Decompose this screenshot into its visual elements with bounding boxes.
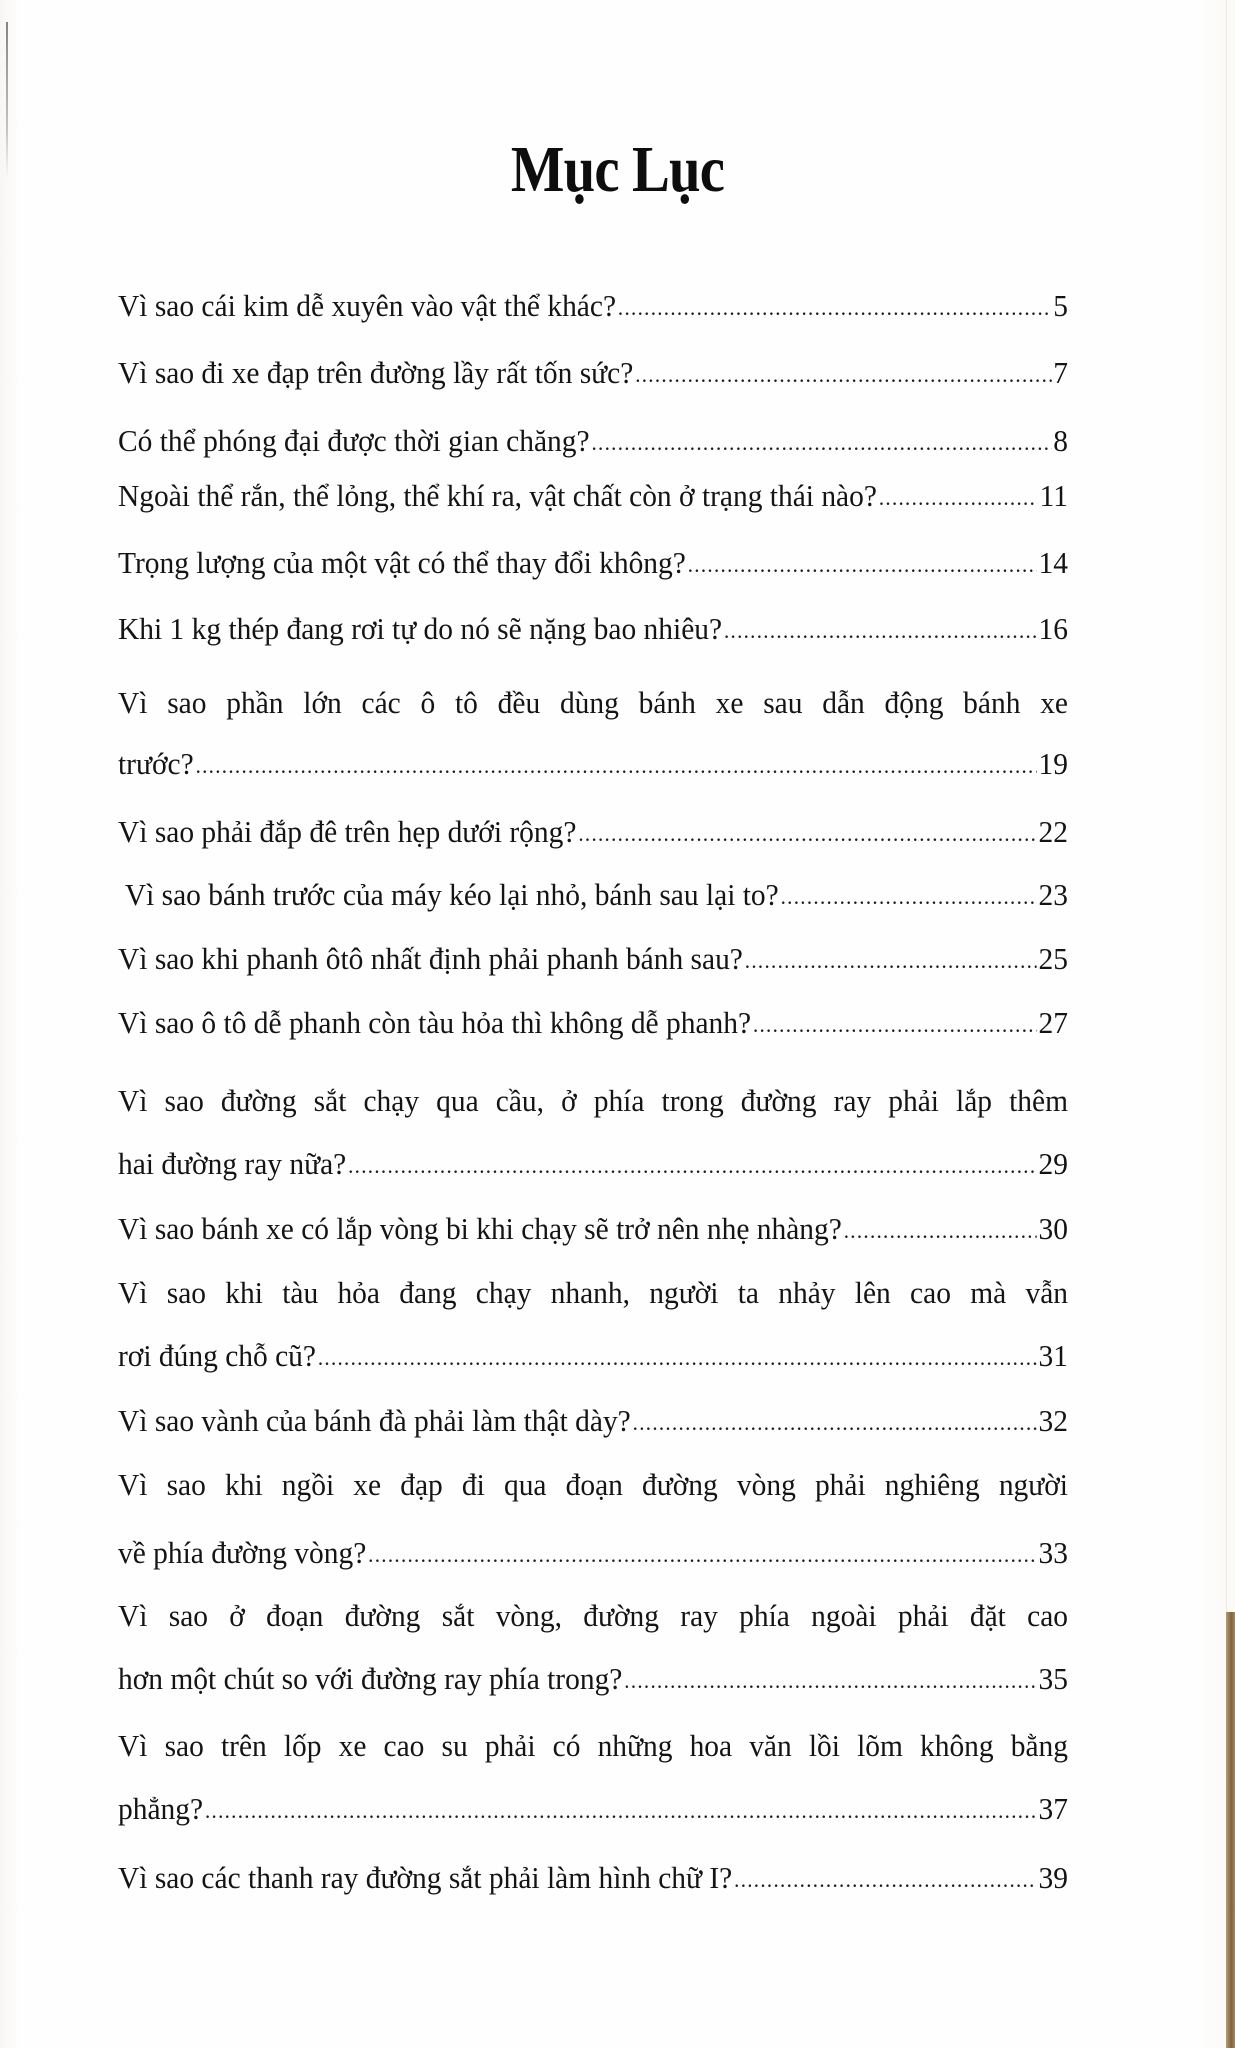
dot-leader	[745, 939, 1037, 983]
toc-entry-title-continued: hơn một chút so với đường ray phía trong?	[118, 1661, 623, 1696]
toc-page-number: 14	[1038, 545, 1068, 580]
dot-leader	[618, 286, 1051, 330]
dot-leader	[368, 1533, 1036, 1577]
toc-entry-line-2[interactable]	[118, 1787, 1068, 1831]
toc-entry-title: Vì sao vành của bánh đà phải làm thật dày?	[118, 1403, 631, 1438]
toc-page-number: 11	[1039, 478, 1068, 513]
toc-page-number: 23	[1038, 877, 1068, 912]
toc-entry-title-continued: phẳng?	[118, 1791, 204, 1826]
toc-entry-title: Vì sao đường sắt chạy qua cầu, ở phía trong đường ray phải lắp thêm	[118, 1083, 1068, 1118]
toc-entry-line-1[interactable]	[118, 1079, 1068, 1123]
toc-entry[interactable]	[118, 351, 1068, 395]
toc-entry-title: Vì sao ở đoạn đường sắt vòng, đường ray phía ngoài phải đặt cao	[118, 1598, 1068, 1633]
toc-entry-line-2[interactable]	[118, 1657, 1068, 1701]
dot-leader	[635, 353, 1051, 397]
toc-entry-title: Vì sao đi xe đạp trên đường lầy rất tốn sức?	[118, 355, 634, 390]
book-spine-edge	[1226, 1612, 1235, 2048]
toc-entry-line-2[interactable]	[118, 1142, 1068, 1186]
toc-entry-title: Trọng lượng của một vật có thể thay đổi không?	[118, 545, 686, 580]
dot-leader	[844, 1209, 1037, 1253]
toc-entry-line-2[interactable]	[118, 1531, 1068, 1575]
toc-page-number: 5	[1053, 288, 1068, 323]
dot-leader	[318, 1336, 1037, 1380]
dot-leader	[781, 875, 1037, 919]
toc-page-number: 29	[1038, 1146, 1068, 1181]
dot-leader	[688, 543, 1037, 587]
toc-entry-line-2[interactable]	[118, 1334, 1068, 1378]
toc-page-number: 30	[1038, 1211, 1068, 1246]
toc-entry-line-1[interactable]	[118, 1724, 1068, 1768]
dot-leader	[879, 476, 1038, 520]
toc-entry[interactable]	[118, 937, 1068, 981]
toc-entry-title: Vì sao ô tô dễ phanh còn tàu hỏa thì không dễ phanh?	[118, 1005, 752, 1040]
toc-entry[interactable]	[118, 1001, 1068, 1045]
toc-entry-title: Vì sao bánh xe có lắp vòng bi khi chạy sẽ trở nên nhẹ nhàng?	[118, 1211, 842, 1246]
toc-page-number: 39	[1038, 1860, 1068, 1895]
dot-leader	[591, 421, 1051, 465]
toc-page-number: 22	[1038, 814, 1068, 849]
toc-page-number: 35	[1038, 1661, 1068, 1696]
toc-entry[interactable]	[118, 1856, 1068, 1900]
dot-leader	[633, 1401, 1037, 1445]
toc-entry-line-1[interactable]	[118, 1271, 1068, 1315]
toc-page-number: 37	[1038, 1791, 1068, 1826]
dot-leader	[734, 1858, 1037, 1902]
toc-page-number: 27	[1038, 1005, 1068, 1040]
toc-entry-line-1[interactable]	[118, 1463, 1068, 1507]
toc-page-number: 32	[1038, 1403, 1068, 1438]
dot-leader	[205, 1789, 1037, 1833]
toc-entry[interactable]	[118, 541, 1068, 585]
toc-entry-line-1[interactable]	[118, 1594, 1068, 1638]
toc-entry-title-continued: hai đường ray nữa?	[118, 1146, 347, 1181]
toc-entry-title-continued: về phía đường vòng?	[118, 1535, 367, 1570]
toc-entry-title: Vì sao bánh trước của máy kéo lại nhỏ, bánh sau lại to?	[118, 877, 779, 912]
dot-leader	[578, 812, 1036, 856]
toc-entry[interactable]	[118, 873, 1068, 917]
dot-leader	[348, 1144, 1037, 1188]
toc-entry[interactable]	[118, 474, 1068, 518]
toc-entry[interactable]	[118, 1207, 1068, 1251]
toc-entry-title: Vì sao phải đắp đê trên hẹp dưới rộng?	[118, 814, 577, 849]
page-title: Mục Lục	[510, 133, 725, 206]
toc-page-number: 16	[1038, 611, 1068, 646]
dot-leader	[196, 744, 1037, 788]
toc-entry-title: Vì sao trên lốp xe cao su phải có những hoa văn lồi lõm không bằng	[118, 1728, 1068, 1763]
toc-entry[interactable]	[118, 284, 1068, 328]
toc-entry-title: Có thể phóng đại được thời gian chăng?	[118, 423, 590, 458]
toc-entry[interactable]	[118, 1399, 1068, 1443]
toc-page-number: 8	[1053, 423, 1068, 458]
dot-leader	[624, 1659, 1036, 1703]
toc-entry-title: Vì sao khi ngồi xe đạp đi qua đoạn đường vòng phải nghiêng người	[118, 1467, 1068, 1502]
toc-entry-title: Vì sao các thanh ray đường sắt phải làm hình chữ I?	[118, 1860, 733, 1895]
toc-entry-title: Khi 1 kg thép đang rơi tự do nó sẽ nặng bao nhiêu?	[118, 611, 723, 646]
toc-entry-title-continued: trước?	[118, 746, 194, 781]
toc-entry-title: Vì sao phần lớn các ô tô đều dùng bánh xe sau dẫn động bánh xe	[118, 685, 1068, 720]
toc-entry[interactable]	[118, 607, 1068, 651]
toc-page-number: 25	[1038, 941, 1068, 976]
page-right-edge	[1226, 0, 1227, 1612]
toc-entry[interactable]	[118, 810, 1068, 854]
toc-page-number: 31	[1038, 1338, 1068, 1373]
toc-entry-title: Vì sao cái kim dễ xuyên vào vật thể khác?	[118, 288, 617, 323]
page-left-edge	[6, 22, 8, 177]
toc-entry[interactable]	[118, 419, 1068, 463]
toc-entry-line-2[interactable]	[118, 742, 1068, 786]
toc-entry-title: Ngoài thể rắn, thể lỏng, thể khí ra, vật chất còn ở trạng thái nào?	[118, 478, 877, 513]
toc-entry-title-continued: rơi đúng chỗ cũ?	[118, 1338, 316, 1373]
dot-leader	[724, 609, 1037, 653]
dot-leader	[753, 1003, 1037, 1047]
toc-entry-title: Vì sao khi phanh ôtô nhất định phải phanh bánh sau?	[118, 941, 743, 976]
toc-page-number: 19	[1038, 746, 1068, 781]
toc-page-number: 7	[1053, 355, 1068, 390]
toc-entry-line-1[interactable]	[118, 681, 1068, 725]
toc-entry-title: Vì sao khi tàu hỏa đang chạy nhanh, người ta nhảy lên cao mà vẫn	[118, 1275, 1068, 1310]
toc-page-number: 33	[1038, 1535, 1068, 1570]
